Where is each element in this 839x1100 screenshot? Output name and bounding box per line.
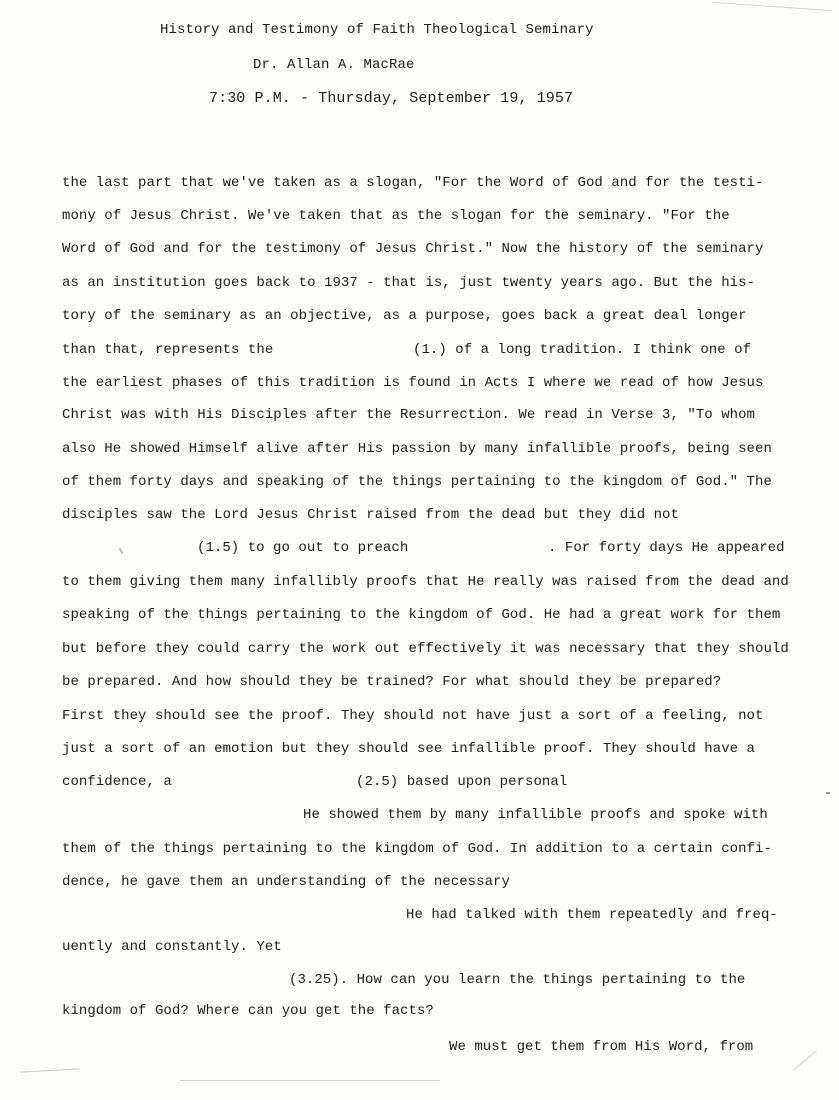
scan-edge-mark [180, 1080, 440, 1081]
text-line: as an institution goes back to 1937 - that is, just twenty years ago. But the his- [62, 275, 756, 291]
text-line: (1.) of a long tradition. I think one of [413, 342, 752, 358]
text-line: dence, he gave them an understanding of the necessary [62, 874, 510, 890]
text-line: speaking of the things pertaining to the kingdom of God. He had a great work for them [62, 607, 781, 623]
text-line: He had talked with them repeatedly and freq- [406, 907, 778, 923]
text-line: be prepared. And how should they be trained? For what should they be prepared? [62, 674, 722, 690]
text-line: (3.25). How can you learn the things pertaining to the [289, 972, 746, 988]
text-line: tory of the seminary as an objective, as a purpose, goes back a great deal longer [62, 308, 747, 324]
text-line: than that, represents the [62, 342, 274, 358]
text-line: (2.5) based upon personal [356, 774, 568, 790]
document-title: History and Testimony of Faith Theological Seminary [160, 22, 594, 38]
text-line: them of the things pertaining to the kingdom of God. In addition to a certain confi- [62, 841, 772, 857]
text-line: the last part that we've taken as a slogan, "For the Word of God and for the testi- [62, 175, 764, 191]
text-line: uently and constantly. Yet [62, 939, 282, 955]
text-line: First they should see the proof. They should not have just a sort of a feeling, not [62, 708, 764, 724]
text-line: We must get them from His Word, from [449, 1039, 754, 1055]
text-line: but before they could carry the work out effectively it was necessary that they should [62, 641, 789, 657]
lecture-datetime: 7:30 P.M. - Thursday, September 19, 1957 [209, 90, 574, 107]
text-line: kingdom of God? Where can you get the facts? [62, 1003, 434, 1019]
scan-speck [826, 792, 830, 794]
text-line: . For forty days He appeared [548, 540, 785, 556]
text-line: Christ was with His Disciples after the Resurrection. We read in Verse 3, "To whom [62, 407, 756, 423]
speaker-name: Dr. Allan A. MacRae [253, 57, 415, 73]
text-line: of them forty days and speaking of the things pertaining to the kingdom of God." The [62, 474, 772, 490]
text-line: also He showed Himself alive after His passion by many infallible proofs, being seen [62, 441, 772, 457]
text-line: the earliest phases of this tradition is found in Acts I where we read of how Jesus [62, 375, 764, 391]
text-line: mony of Jesus Christ. We've taken that as the slogan for the seminary. "For the [62, 208, 730, 224]
text-line: (1.5) to go out to preach [197, 540, 409, 556]
text-line: just a sort of an emotion but they should see infallible proof. They should have a [62, 741, 756, 757]
text-line: He showed them by many infallible proofs and spoke with [303, 807, 768, 823]
text-line: Word of God and for the testimony of Jesus Christ." Now the history of the seminary [62, 241, 764, 257]
text-line: confidence, a [62, 774, 172, 790]
text-line: to them giving them many infallibly proofs that He really was raised from the dead and [62, 574, 789, 590]
text-line: disciples saw the Lord Jesus Christ raised from the dead but they did not [62, 507, 679, 523]
